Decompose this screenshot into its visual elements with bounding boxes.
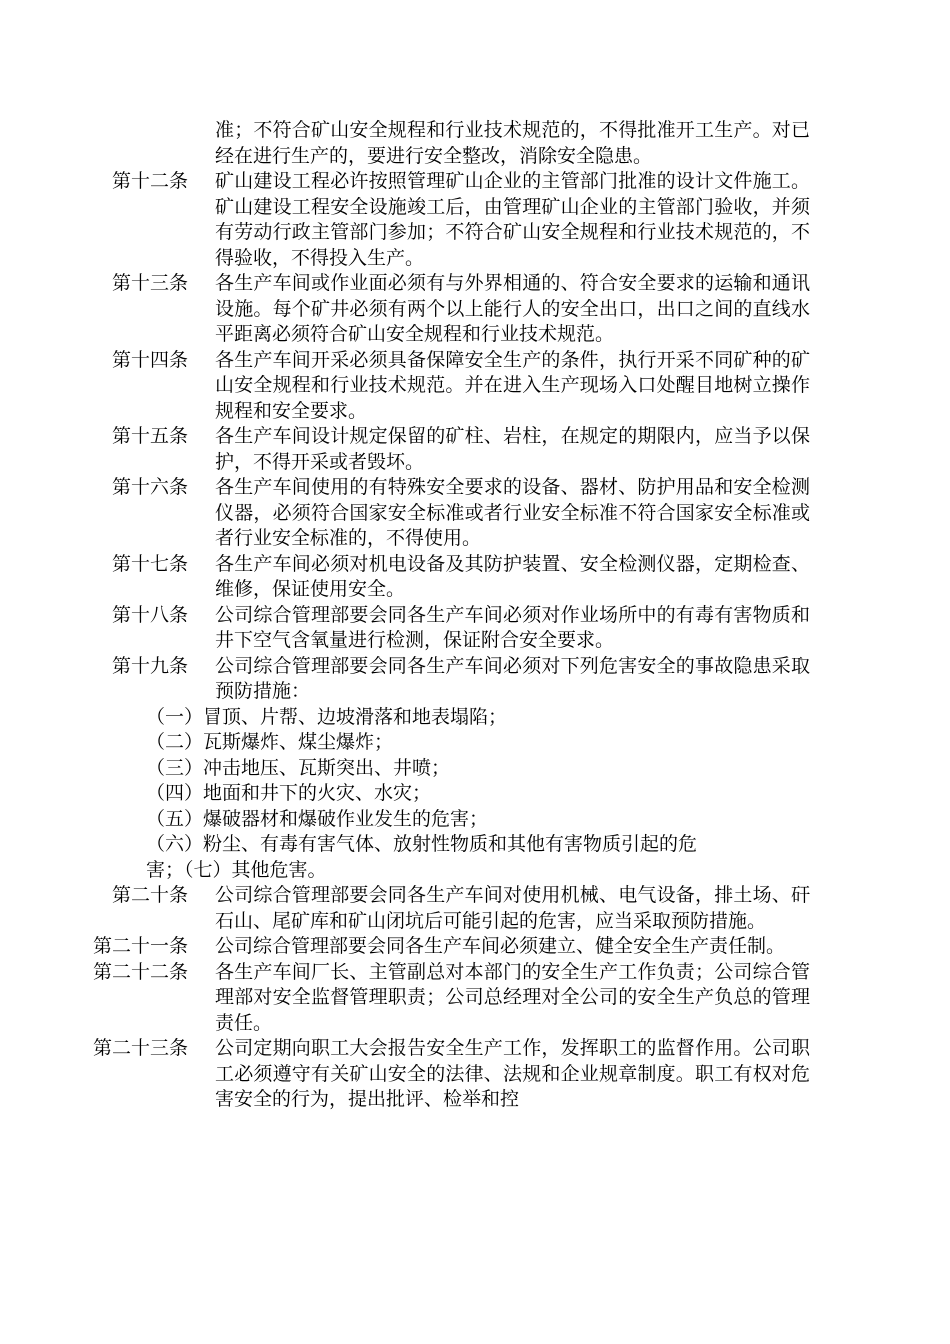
- article-number: 第十九条: [111, 654, 188, 677]
- list-item-six: （六）粉尘、有毒有害气体、放射性物质和其他有害物质引起的危: [146, 833, 698, 855]
- article-14: [0, 348, 950, 425]
- article-23: [0, 1036, 950, 1113]
- article-number: 第十五条: [111, 425, 188, 447]
- list-item: （一）冒顶、片帮、边坡滑落和地表塌陷；: [146, 705, 508, 728]
- article-22: [0, 960, 950, 1037]
- article-number: 第二十三条: [92, 1037, 188, 1059]
- article-number: 第十八条: [111, 603, 188, 626]
- article-19: [0, 654, 950, 705]
- article-18: [0, 603, 950, 654]
- article-17: [0, 552, 950, 603]
- article-number: 第二十二条: [92, 960, 188, 983]
- article-number: 第十四条: [111, 348, 188, 371]
- article-number: 第二十一条: [92, 935, 188, 957]
- article-text: 矿山建设工程必许按照管理矿山企业的主管部门批准的设计文件施工。矿山建设工程安全设施竣工后，由管理矿山企业的主管部门验收，并须有劳动行政主管部门参加；不符合矿山安全规程和行业技术规范的，不得验收，不得投入生产。: [215, 170, 810, 269]
- continued-paragraph: 准；不符合矿山安全规程和行业技术规范的，不得批准开工生产。对已经在进行生产的，要进行安全整改，消除安全隐患。: [215, 119, 810, 167]
- article-number: 第二十条: [111, 884, 188, 906]
- article-15: [0, 424, 950, 475]
- article-text: 公司定期向职工大会报告安全生产工作，发挥职工的监督作用。公司职工必须遵守有关矿山安全的法律、法规和企业规章制度。职工有权对危害安全的行为，提出批评、检举和控: [215, 1037, 810, 1110]
- article-20: [0, 883, 950, 934]
- article-text: 公司综合管理部要会同各生产车间必须建立、健全安全生产责任制。: [215, 935, 786, 957]
- article-16: [0, 475, 950, 552]
- article-text: 各生产车间或作业面必须有与外界相通的、符合安全要求的运输和通讯设施。每个矿井必须有两个以上能行人的安全出口，出口之间的直线水平距离必须符合矿山安全规程和行业技术规范。: [215, 272, 810, 345]
- article-text: 公司综合管理部要会同各生产车间必须对作业场所中的有毒有害物质和井下空气含氧量进行检测，保证附合安全要求。: [215, 603, 810, 651]
- list-item-six-continued: 害；（七）其他危害。: [146, 858, 327, 881]
- article-text: 各生产车间开采必须具备保障安全生产的条件，执行开采不同矿种的矿山安全规程和行业技术规范。并在进入生产现场入口处醒目地树立操作规程和安全要求。: [215, 348, 810, 422]
- article-number: 第十七条: [111, 552, 188, 575]
- article-12: [0, 169, 950, 271]
- article-21: [0, 934, 950, 960]
- article-text: 各生产车间使用的有特殊安全要求的设备、器材、防护用品和安全检测仪器，必须符合国家安全标准或者行业安全标准不符合国家安全标准或者行业安全标准的，不得使用。: [215, 476, 810, 549]
- article-text: 各生产车间设计规定保留的矿柱、岩柱，在规定的期限内，应当予以保护，不得开采或者毁坏。: [215, 425, 810, 473]
- article-text: 公司综合管理部要会同各生产车间必须对下列危害安全的事故隐患采取预防措施：: [215, 654, 810, 702]
- list-item: （五）爆破器材和爆破作业发生的危害；: [146, 807, 489, 830]
- article-text: 各生产车间厂长、主管副总对本部门的安全生产工作负责；公司综合管理部对安全监督管理职责；公司总经理对全公司的安全生产负总的管理责任。: [215, 960, 810, 1034]
- article-number: 第十三条: [111, 272, 188, 294]
- article-text: 各生产车间必须对机电设备及其防护装置、安全检测仪器，定期检查、维修，保证使用安全。: [215, 552, 810, 600]
- article-number: 第十二条: [111, 170, 188, 192]
- article-text: 公司综合管理部要会同各生产车间对使用机械、电气设备，排土场、矸石山、尾矿库和矿山闭坑后可能引起的危害，应当采取预防措施。: [215, 884, 810, 932]
- list-item: （二）瓦斯爆炸、煤尘爆炸；: [146, 731, 394, 753]
- list-item: （三）冲击地压、瓦斯突出、井喷；: [146, 756, 451, 779]
- article-number: 第十六条: [111, 476, 188, 498]
- article-13: [0, 271, 950, 348]
- regulation-text: [0, 118, 950, 1113]
- list-item: （四）地面和井下的火灾、水灾；: [146, 782, 432, 804]
